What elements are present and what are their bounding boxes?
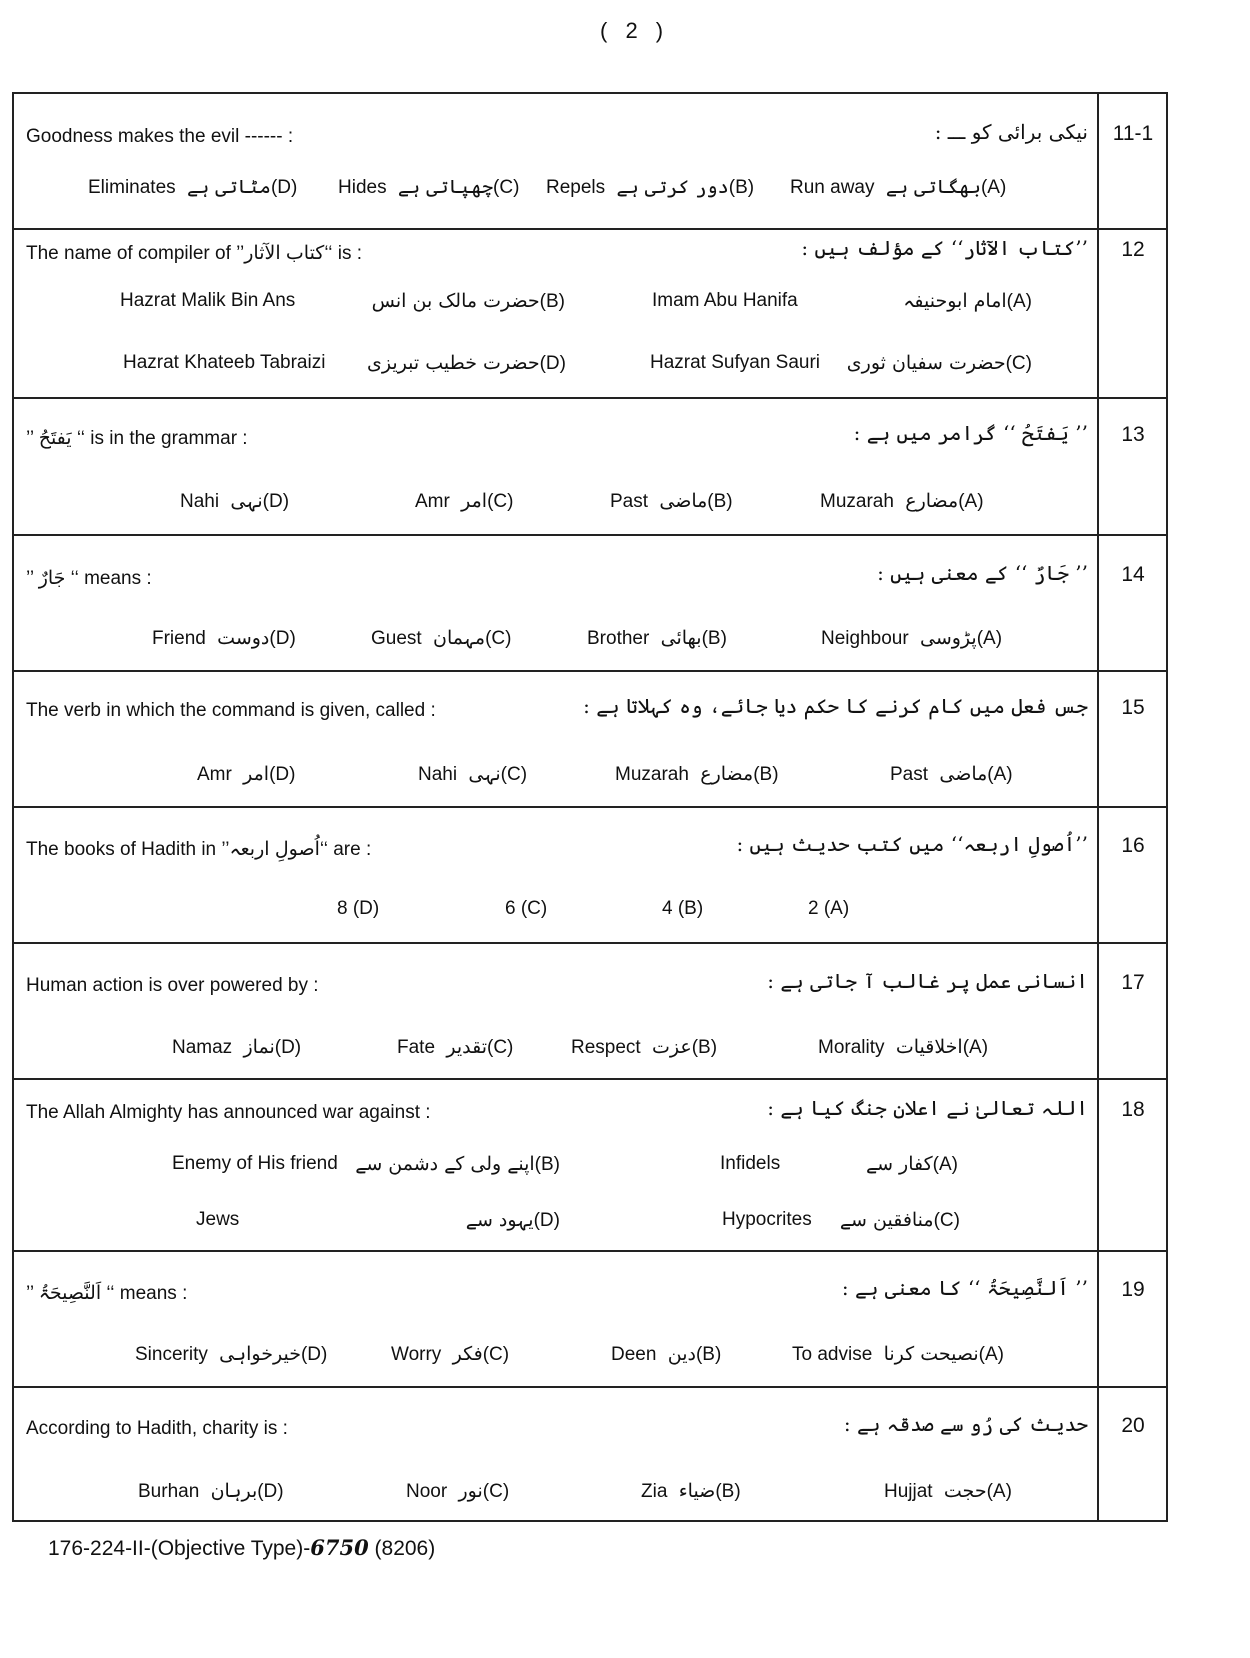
question-english: ’’ یَفتَحُ ‘‘ is in the grammar : bbox=[26, 428, 248, 449]
option-english: Deen bbox=[611, 1344, 662, 1365]
option-english: Past bbox=[890, 764, 934, 785]
question-urdu: ’’ اَلنَّصِیحَۃُ ‘‘ کا معنی ہے : bbox=[841, 1276, 1088, 1300]
option-english: Muzarah bbox=[615, 764, 695, 785]
question-urdu: نیکی برائی کو ـــ : bbox=[934, 120, 1088, 144]
option-urdu: مہمان bbox=[426, 627, 486, 649]
question-english: The books of Hadith in ’’اُصولِ اربعہ‘‘ are : bbox=[26, 839, 372, 860]
option-english: Amr bbox=[197, 764, 238, 785]
option-english: Hujjat bbox=[884, 1481, 938, 1502]
option-urdu: مضارع bbox=[899, 490, 959, 512]
option-english: Amr bbox=[415, 491, 456, 512]
option-urdu: دوست bbox=[211, 627, 270, 649]
option bbox=[505, 898, 547, 920]
option bbox=[88, 176, 297, 199]
question-number: 12 bbox=[1121, 238, 1145, 261]
option-english: Imam Abu Hanifa bbox=[652, 290, 798, 311]
option-english: Fate bbox=[397, 1037, 441, 1058]
question-urdu: حدیث کی رُو سے صدقہ ہے : bbox=[843, 1412, 1088, 1436]
option-letter: (B) bbox=[728, 177, 755, 198]
option bbox=[790, 176, 1006, 199]
option-english: Eliminates bbox=[88, 177, 181, 198]
option bbox=[611, 1343, 721, 1366]
option-letter: (A) bbox=[978, 1344, 1004, 1365]
option-english: Nahi bbox=[180, 491, 225, 512]
option-letter: (D) bbox=[300, 1344, 328, 1365]
option-letter: (C) bbox=[482, 1344, 510, 1365]
option-letter: (C) bbox=[493, 177, 520, 198]
option-urdu: ماضی bbox=[933, 763, 988, 785]
question-number: 11-1 bbox=[1112, 122, 1154, 145]
option bbox=[337, 898, 379, 920]
option bbox=[571, 1036, 717, 1059]
option-english: Hides bbox=[338, 177, 392, 198]
option-urdu: کفار سے bbox=[859, 1153, 933, 1175]
option-letter: (D) bbox=[274, 1037, 302, 1058]
option-english: Infidels bbox=[720, 1153, 781, 1174]
option-letter: (D) bbox=[539, 353, 566, 374]
option bbox=[371, 627, 511, 650]
option-english: Namaz bbox=[172, 1037, 238, 1058]
option-urdu: بھگاتی ہے bbox=[879, 176, 981, 198]
option-letter: (C) bbox=[482, 1481, 510, 1502]
option-urdu: حضرت سفیان ثوری bbox=[840, 352, 1006, 374]
row-divider bbox=[12, 942, 1168, 944]
option-letter: (A) bbox=[932, 1154, 958, 1175]
question-english: ’’ اَلنَّصِیحَۃُ ‘‘ means : bbox=[26, 1283, 188, 1304]
question-english: Human action is over powered by : bbox=[26, 975, 319, 996]
option-urdu: حجت bbox=[937, 1480, 987, 1502]
option-urdu: فکر bbox=[446, 1343, 483, 1365]
option-urdu: مضارع bbox=[694, 763, 754, 785]
option-urdu: نہی bbox=[224, 490, 263, 512]
option-urdu: مٹاتی ہے bbox=[180, 176, 271, 198]
option-letter: (B) bbox=[539, 291, 565, 312]
option-english: Zia bbox=[641, 1481, 673, 1502]
option bbox=[615, 763, 779, 786]
option-letter: (B) bbox=[695, 1344, 722, 1365]
option bbox=[338, 176, 519, 199]
question-number: 20 bbox=[1121, 1414, 1145, 1437]
question-english: Goodness makes the evil ------ : bbox=[26, 126, 294, 147]
option bbox=[397, 1036, 513, 1059]
option-urdu: نور bbox=[452, 1480, 483, 1502]
question-english: The Allah Almighty has announced war against : bbox=[26, 1102, 431, 1123]
option bbox=[197, 763, 295, 786]
option-urdu: یہود سے bbox=[459, 1209, 534, 1231]
option bbox=[361, 352, 566, 375]
option-english: To advise bbox=[792, 1344, 878, 1365]
option-english: Neighbour bbox=[821, 628, 914, 649]
option bbox=[349, 1153, 560, 1176]
option-urdu: حضرت مالک بن انس bbox=[365, 290, 540, 312]
option-english: Past bbox=[610, 491, 654, 512]
option-urdu: بھائی bbox=[654, 627, 702, 649]
option bbox=[152, 627, 296, 650]
question-english: According to Hadith, charity is : bbox=[26, 1418, 288, 1439]
option-english: Worry bbox=[391, 1344, 447, 1365]
option-letter: (D) bbox=[269, 628, 296, 649]
option-letter: (A) bbox=[980, 177, 1007, 198]
option-english: Friend bbox=[152, 628, 212, 649]
option-urdu: امر bbox=[237, 763, 270, 785]
question-urdu: جس فعل میں کام کرنے کا حکم دیا جائے، وہ کہلاتا ہے : bbox=[583, 694, 1088, 718]
option bbox=[610, 490, 733, 513]
option-english: 6 bbox=[505, 898, 521, 919]
option-urdu: خیرخواہی bbox=[213, 1343, 301, 1365]
row-divider bbox=[12, 534, 1168, 536]
row-divider bbox=[12, 806, 1168, 808]
option bbox=[180, 490, 289, 513]
question-number: 14 bbox=[1121, 563, 1145, 586]
row-divider bbox=[12, 1250, 1168, 1252]
question-number: 17 bbox=[1121, 971, 1145, 994]
option-urdu: منافقین سے bbox=[833, 1209, 934, 1231]
option bbox=[818, 1036, 988, 1059]
option bbox=[662, 898, 703, 920]
question-number: 16 bbox=[1121, 834, 1145, 857]
option-urdu: نماز bbox=[237, 1036, 275, 1058]
option-urdu: عزت bbox=[645, 1036, 692, 1058]
option-english: Hazrat Malik Bin Ans bbox=[120, 290, 296, 311]
option-letter: (A) bbox=[962, 1037, 989, 1058]
option-letter: (B) bbox=[701, 628, 727, 649]
option-english: Hazrat Sufyan Sauri bbox=[650, 352, 821, 373]
option-urdu: نصیحت کرنا bbox=[877, 1343, 979, 1365]
option-english: Guest bbox=[371, 628, 427, 649]
row-divider bbox=[12, 670, 1168, 672]
option bbox=[460, 1209, 560, 1232]
option bbox=[792, 1343, 1004, 1366]
option-letter: (B) bbox=[753, 764, 779, 785]
option-letter: (D) bbox=[352, 898, 380, 919]
row-divider bbox=[12, 397, 1168, 399]
option-urdu: امر bbox=[455, 490, 488, 512]
option bbox=[366, 290, 565, 313]
option-letter: (B) bbox=[677, 898, 704, 919]
question-english: ’’ جَارٌ ‘‘ means : bbox=[26, 568, 152, 589]
row-divider bbox=[12, 1078, 1168, 1080]
option-urdu: ضیاء bbox=[672, 1480, 716, 1502]
option-letter: (A) bbox=[823, 898, 850, 919]
option-english: Enemy of His friend bbox=[172, 1153, 338, 1174]
option-letter: (C) bbox=[500, 764, 528, 785]
option bbox=[841, 352, 1032, 375]
option bbox=[406, 1480, 509, 1503]
option-english: Respect bbox=[571, 1037, 646, 1058]
option-english: 4 bbox=[662, 898, 678, 919]
option-urdu: اخلاقیات bbox=[889, 1036, 963, 1058]
option bbox=[641, 1480, 741, 1503]
option-urdu: نہی bbox=[462, 763, 501, 785]
option-english: 2 bbox=[808, 898, 824, 919]
option bbox=[884, 1480, 1012, 1503]
option bbox=[546, 176, 754, 199]
option-english: Jews bbox=[196, 1209, 240, 1230]
option-letter: (C) bbox=[1005, 353, 1032, 374]
question-number: 18 bbox=[1121, 1098, 1145, 1121]
option-urdu: ماضی bbox=[653, 490, 708, 512]
option bbox=[821, 627, 1002, 650]
option-letter: (B) bbox=[534, 1154, 560, 1175]
option-letter: (B) bbox=[691, 1037, 718, 1058]
option bbox=[172, 1036, 301, 1059]
option-letter: (A) bbox=[976, 628, 1003, 649]
question-number: 19 bbox=[1121, 1278, 1145, 1301]
option bbox=[860, 1153, 958, 1176]
option-english: Muzarah bbox=[820, 491, 900, 512]
question-number: 15 bbox=[1121, 696, 1145, 719]
option-letter: (D) bbox=[269, 764, 296, 785]
row-divider bbox=[12, 1386, 1168, 1388]
option-urdu: دین bbox=[661, 1343, 696, 1365]
paper-code: 176-224-II-(Objective Type)- bbox=[48, 1537, 311, 1560]
option-letter: (D) bbox=[257, 1481, 284, 1502]
option-letter: (A) bbox=[1006, 291, 1032, 312]
option-letter: (A) bbox=[987, 764, 1013, 785]
option-letter: (A) bbox=[986, 1481, 1012, 1502]
handwritten-number: 6750 bbox=[310, 1535, 369, 1560]
option-letter: (D) bbox=[262, 491, 290, 512]
option bbox=[890, 763, 1013, 786]
option-english: Hazrat Khateeb Tabraizi bbox=[123, 352, 326, 373]
option-english: Nahi bbox=[418, 764, 463, 785]
question-urdu: ’’ یَفتَحُ ‘‘ گرامر میں ہے : bbox=[853, 421, 1088, 445]
option-english: Repels bbox=[546, 177, 611, 198]
option-english: Noor bbox=[406, 1481, 453, 1502]
option bbox=[418, 763, 527, 786]
paper-number: (8206) bbox=[374, 1537, 436, 1560]
footer bbox=[48, 1535, 435, 1561]
option-english: 8 bbox=[337, 898, 353, 919]
option bbox=[820, 490, 984, 513]
question-urdu: ’’کتاب الآثار‘‘ کے مؤلف ہیں : bbox=[801, 236, 1088, 260]
option-english: Morality bbox=[818, 1037, 890, 1058]
option-english: Burhan bbox=[138, 1481, 205, 1502]
option-english: Sincerity bbox=[135, 1344, 214, 1365]
row-divider bbox=[12, 228, 1168, 230]
option-letter: (C) bbox=[933, 1210, 960, 1231]
option-letter: (C) bbox=[485, 628, 512, 649]
option bbox=[587, 627, 727, 650]
option-letter: (A) bbox=[958, 491, 984, 512]
option-letter: (D) bbox=[270, 177, 298, 198]
question-urdu: اللہ تعالیٰ نے اعلان جنگ کیا ہے : bbox=[767, 1096, 1088, 1120]
option-letter: (B) bbox=[715, 1481, 741, 1502]
option bbox=[897, 290, 1032, 313]
option bbox=[415, 490, 513, 513]
option-urdu: تقدیر bbox=[440, 1036, 487, 1058]
option bbox=[138, 1480, 284, 1503]
option bbox=[834, 1209, 960, 1232]
option bbox=[808, 898, 849, 920]
option-letter: (D) bbox=[533, 1210, 560, 1231]
option-letter: (C) bbox=[487, 491, 514, 512]
option-english: Run away bbox=[790, 177, 880, 198]
page-number: ( 2 ) bbox=[600, 18, 670, 43]
option-urdu: دور کرتی ہے bbox=[610, 176, 729, 198]
option-english: Hypocrites bbox=[722, 1209, 812, 1230]
question-english: The verb in which the command is given, called : bbox=[26, 700, 436, 721]
question-number: 13 bbox=[1121, 423, 1145, 446]
option bbox=[391, 1343, 509, 1366]
question-urdu: ’’اُصولِ اربعہ‘‘ میں کتب حدیث ہیں : bbox=[736, 832, 1088, 856]
option-urdu: چھپاتی ہے bbox=[391, 176, 494, 198]
option-urdu: پڑوسی bbox=[913, 627, 977, 649]
question-urdu: ’’ جَارٌ ‘‘ کے معنی ہیں : bbox=[877, 561, 1088, 585]
option-urdu: اپنے ولی کے دشمن سے bbox=[349, 1153, 535, 1175]
option-urdu: برہان bbox=[204, 1480, 258, 1502]
option-english: Brother bbox=[587, 628, 655, 649]
option-urdu: امام ابوحنیفہ bbox=[897, 290, 1007, 312]
option-letter: (C) bbox=[520, 898, 548, 919]
option-letter: (B) bbox=[707, 491, 733, 512]
option-letter: (C) bbox=[487, 1037, 514, 1058]
question-urdu: انسانی عمل پر غالب آ جاتی ہے : bbox=[767, 969, 1088, 993]
option bbox=[135, 1343, 327, 1366]
question-english: The name of compiler of ’’کتاب الآثار‘‘ is : bbox=[26, 243, 363, 264]
option-urdu: حضرت خطیب تبریزی bbox=[361, 352, 540, 374]
